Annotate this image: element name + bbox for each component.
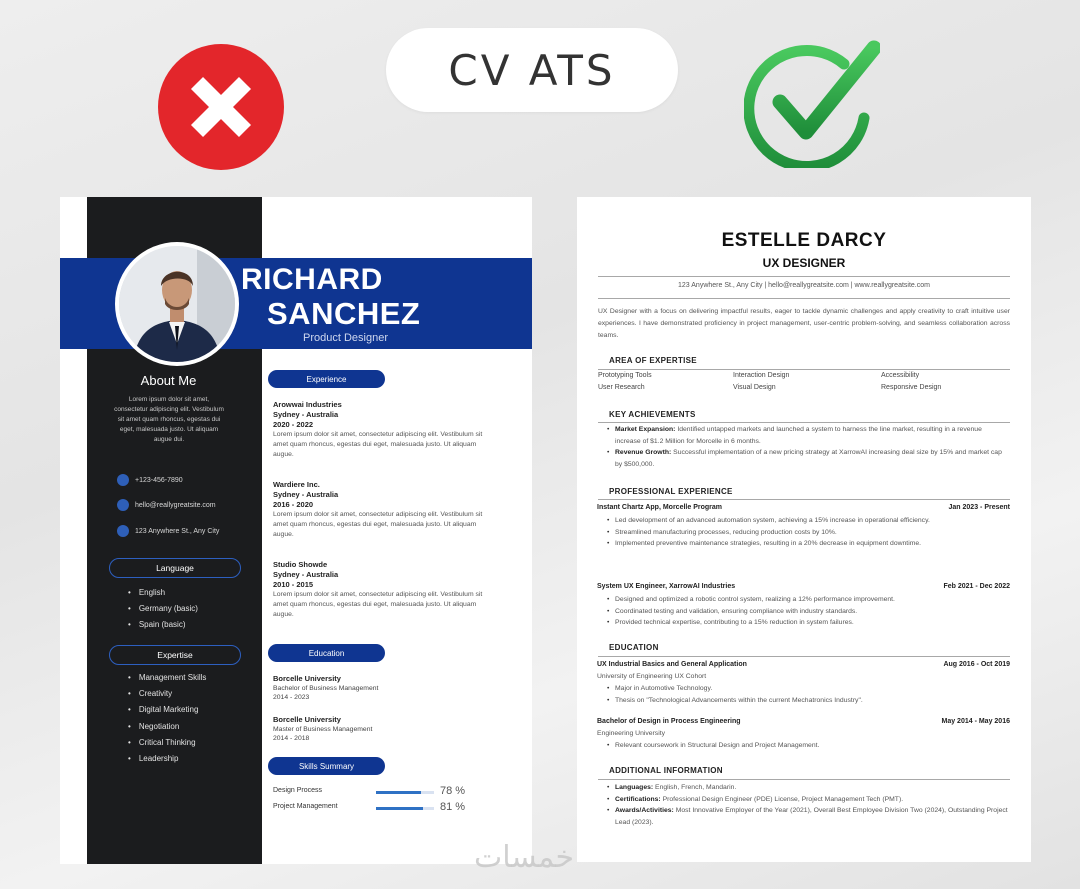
email-contact: hello@reallygreatsite.com (117, 499, 216, 511)
section-heading: AREA OF EXPERTISE (609, 356, 697, 365)
education-heading: Education (268, 644, 385, 662)
list-item: • Market Expansion: Identified untapped markets and launched a system to harness the line market, resulting in a revenue increase of $1.2 Million for Morcelle in 6 months. (607, 424, 1009, 447)
skill-row: Design Process 78 % (273, 785, 466, 797)
job-header: System UX Engineer, XarrowAI Industries Feb 2021 - Dec 2022 (597, 583, 1010, 590)
list-item: • Streamlined manufacturing processes, reducing production costs by 10%. (607, 527, 1009, 539)
divider (598, 422, 1010, 423)
phone-icon (117, 474, 129, 486)
additional-list (607, 782, 1009, 828)
list-item: • Leadership (128, 751, 206, 767)
job-bullets (607, 594, 1009, 629)
phone-contact: +123-456-7890 (117, 474, 183, 486)
title-pill (386, 28, 678, 112)
education-header: UX Industrial Basics and General Application Aug 2016 - Oct 2019 (597, 661, 1010, 668)
job-entry: Wardiere Inc. Sydney - Australia 2016 - 2020 Lorem ipsum dolor sit amet, consectetur adipiscing elit. Vestibulum sit amet quam rhoncus, egestas dui eget, malesuada justo. Ut aliquam augue. (273, 480, 483, 538)
achievements-list (607, 424, 1009, 470)
list-item: • Thesis on "Technological Advancements within the current Mechatronics Industry". (607, 695, 1009, 707)
list-item: • Awards/Activities: Most Innovative Employer of the Year (2021), Overall Best Employee Division Two (2024), Outstanding Project Lead (2023). (607, 805, 1009, 828)
skill-bar-fill (376, 807, 423, 810)
resume-name-first: RICHARD (241, 263, 383, 296)
resume-role: Product Designer (303, 332, 388, 344)
education-entry: Borcelle University Master of Business Management 2014 - 2018 (273, 715, 373, 742)
list-item: • Spain (basic) (128, 617, 198, 633)
resume-title: UX DESIGNER (762, 256, 846, 270)
list-item: • Designed and optimized a robotic control system, realizing a 12% performance improvement. (607, 594, 1009, 606)
education-bullets (607, 740, 1009, 752)
list-item: • Coordinated testing and validation, ensuring compliance with industry standards. (607, 606, 1009, 618)
experience-heading: Experience (268, 370, 385, 388)
job-entry: Studio Showde Sydney - Australia 2010 - 2015 Lorem ipsum dolor sit amet, consectetur adipiscing elit. Vestibulum sit amet quam rhoncus, egestas dui eget, malesuada justo. Ut aliquam augue. (273, 560, 483, 618)
list-item: • Creativity (128, 686, 206, 702)
language-list (128, 585, 198, 634)
summary: UX Designer with a focus on delivering impactful results, eager to tackle dynamic challenges and apply creativity to craft intuitive user experiences. I have demonstrated proficiency in project management, user-centric problem-solving, and seamless collaboration across teams. (598, 308, 1010, 339)
address-contact: 123 Anywhere St., Any City (117, 525, 219, 537)
list-item: • Led development of an advanced automation system, achieving a 15% increase in operational efficiency. (607, 515, 1009, 527)
list-item: • Management Skills (128, 670, 206, 686)
section-heading: PROFESSIONAL EXPERIENCE (609, 487, 733, 496)
expertise-heading: Expertise (109, 645, 241, 665)
expertise-grid: Prototyping Tools Interaction Design Accessibility User Research Visual Design Responsive Design (598, 372, 942, 391)
divider (598, 276, 1010, 277)
education-bullets (607, 683, 1009, 706)
education-header: Bachelor of Design in Process Engineering May 2014 - May 2016 (597, 718, 1010, 725)
check-mark-icon (744, 40, 880, 168)
divider (598, 298, 1010, 299)
skill-bar (376, 807, 434, 810)
language-heading: Language (109, 558, 241, 578)
page-title: CV ATS (448, 45, 616, 95)
list-item: • Negotiation (128, 719, 206, 735)
list-item: • Major in Automotive Technology. (607, 683, 1009, 695)
location-icon (117, 525, 129, 537)
list-item: • Revenue Growth: Successful implementation of a new pricing strategy at XarrowAI increasing deal size by 15% and market cap by $500,000. (607, 447, 1009, 470)
list-item: • Certifications: Professional Design Engineer (PDE) License, Project Management Tech (PMT). (607, 794, 1009, 806)
divider (598, 499, 1010, 500)
non-ats-resume (60, 197, 532, 864)
skill-row: Project Management 81 % (273, 801, 466, 813)
school-name: University of Engineering UX Cohort (597, 673, 707, 680)
resume-name: ESTELLE DARCY (721, 230, 887, 251)
section-heading: KEY ACHIEVEMENTS (609, 410, 696, 419)
about-heading: About Me (140, 373, 197, 388)
expertise-list (128, 670, 206, 767)
list-item: • Digital Marketing (128, 702, 206, 718)
ats-resume (577, 197, 1031, 862)
job-bullets (607, 515, 1009, 550)
education-entry: Borcelle University Bachelor of Business Management 2014 - 2023 (273, 674, 379, 701)
list-item: • English (128, 585, 198, 601)
person-photo-icon (119, 246, 235, 362)
divider (598, 369, 1010, 370)
list-item: • Implemented preventive maintenance strategies, resulting in a 20% decrease in equipment downtime. (607, 538, 1009, 550)
job-header: Instant Chartz App, Morcelle Program Jan 2023 - Present (597, 504, 1010, 511)
list-item: • Critical Thinking (128, 735, 206, 751)
school-name: Engineering University (597, 730, 666, 737)
resume-name-last: SANCHEZ (267, 296, 421, 331)
email-icon (117, 499, 129, 511)
x-mark-icon (157, 43, 285, 171)
job-entry: Arowwai Industries Sydney - Australia 2020 - 2022 Lorem ipsum dolor sit amet, consectetur adipiscing elit. Vestibulum sit amet quam rhoncus, egestas dui eget, malesuada justo. Ut aliquam augue. (273, 400, 483, 458)
watermark: خمسات (474, 840, 575, 875)
about-text: Lorem ipsum dolor sit amet, consectetur adipiscing elit. Vestibulum sit amet quam rhoncus, egestas dui eget, malesuada justo. Ut aliquam augue dui. (114, 396, 224, 443)
list-item: • Provided technical expertise, contributing to a 15% reduction in system failures. (607, 617, 1009, 629)
list-item: • Relevant coursework in Structural Design and Project Management. (607, 740, 1009, 752)
divider (598, 779, 1010, 780)
skills-heading: Skills Summary (268, 757, 385, 775)
divider (598, 656, 1010, 657)
list-item: • Germany (basic) (128, 601, 198, 617)
section-heading: ADDITIONAL INFORMATION (609, 766, 723, 775)
avatar (115, 242, 239, 366)
section-heading: EDUCATION (609, 643, 659, 652)
skill-bar (376, 791, 434, 794)
skill-bar-fill (376, 791, 421, 794)
contact-line: 123 Anywhere St., Any City | hello@reallygreatsite.com | www.reallygreatsite.com (678, 282, 930, 289)
list-item: • Languages: English, French, Mandarin. (607, 782, 1009, 794)
